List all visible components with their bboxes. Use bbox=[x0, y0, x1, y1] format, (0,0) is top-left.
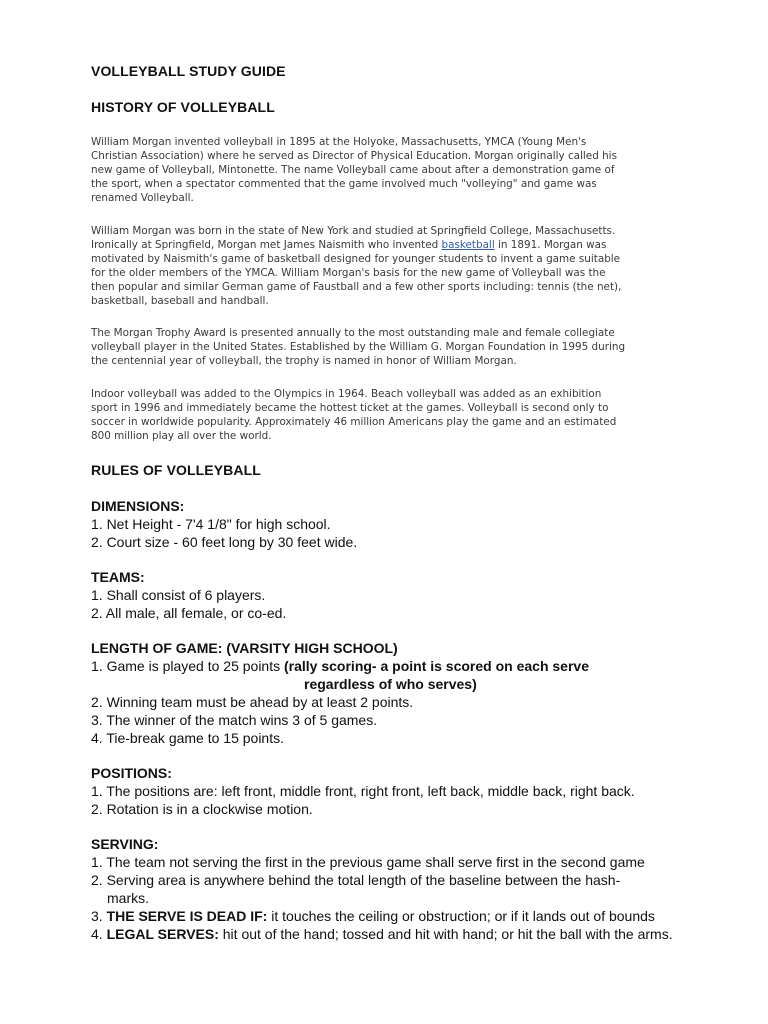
section-heading: LENGTH OF GAME: (VARSITY HIGH SCHOOL) bbox=[91, 640, 398, 656]
text-line: Christian Association) where he served as Director of Physical Education. Morgan originally called his bbox=[91, 150, 617, 163]
list-item: 1. Net Height - 7'4 1/8" for high school. bbox=[91, 516, 331, 532]
text-segment: Ironically at Springfield, Morgan met James Naismith who invented bbox=[91, 239, 442, 252]
history-paragraph-1 bbox=[91, 135, 691, 205]
text-line: for the older members of the YMCA. William Morgan's basis for the new game of Volleyball was the bbox=[91, 267, 606, 280]
text-line: 800 million play all over the world. bbox=[91, 430, 272, 443]
list-item bbox=[91, 907, 731, 925]
text-line: new game of Volleyball, Mintonette. The name Volleyball came about after a demonstration game of bbox=[91, 164, 615, 177]
dimensions-section bbox=[91, 497, 731, 551]
history-paragraph-2 bbox=[91, 224, 691, 309]
list-item bbox=[91, 925, 731, 943]
text-line: then popular and similar German game of Faustball and a few other sports including: tennis (the net), bbox=[91, 281, 622, 294]
item-number: 3. bbox=[91, 908, 107, 924]
section-heading: SERVING: bbox=[91, 836, 159, 852]
history-paragraph-4 bbox=[91, 387, 691, 443]
item-number: 4. bbox=[91, 926, 107, 942]
list-item: 2. Serving area is anywhere behind the total length of the baseline between the hash- bbox=[91, 872, 621, 888]
section-heading: DIMENSIONS: bbox=[91, 498, 185, 514]
serve-dead-label: THE SERVE IS DEAD IF: bbox=[106, 908, 268, 924]
list-item: 4. Tie-break game to 15 points. bbox=[91, 730, 284, 746]
list-item: 1. Shall consist of 6 players. bbox=[91, 587, 266, 603]
text-line: Indoor volleyball was added to the Olympics in 1964. Beach volleyball was added as an exhibition bbox=[91, 388, 602, 400]
list-item: 1. The team not serving the first in the previous game shall serve first in the second game bbox=[91, 854, 645, 870]
section-heading: POSITIONS: bbox=[91, 765, 172, 781]
text-line: William Morgan was born in the state of New York and studied at Springfield College, Massachusetts. bbox=[91, 225, 616, 237]
rally-scoring-note: (rally scoring- a point is scored on each serve bbox=[284, 658, 589, 674]
list-item bbox=[91, 657, 731, 675]
text-segment: 1. Game is played to 25 points bbox=[91, 658, 284, 674]
serving-section bbox=[91, 835, 731, 943]
text-segment: in 1891. Morgan was bbox=[494, 239, 607, 252]
section-heading: TEAMS: bbox=[91, 569, 145, 585]
text-line: soccer in worldwide popularity. Approximately 46 million Americans play the game and an estimated bbox=[91, 416, 617, 429]
list-item: 2. Winning team must be ahead by at least 2 points. bbox=[91, 694, 414, 710]
teams-section bbox=[91, 568, 731, 622]
rules-heading: RULES OF VOLLEYBALL bbox=[91, 462, 261, 478]
rally-scoring-note-cont: regardless of who serves) bbox=[304, 676, 477, 692]
list-item: 2. All male, all female, or co-ed. bbox=[91, 605, 287, 621]
text-line bbox=[91, 238, 691, 252]
text-line: the centennial year of volleyball, the trophy is named in honor of William Morgan. bbox=[91, 355, 517, 368]
text-segment: it touches the ceiling or obstruction; or if it lands out of bounds bbox=[267, 908, 655, 924]
document-title: VOLLEYBALL STUDY GUIDE bbox=[91, 63, 286, 79]
list-item: 1. The positions are: left front, middle front, right front, left back, middle back, right back. bbox=[91, 783, 635, 799]
list-item: 2. Rotation is in a clockwise motion. bbox=[91, 801, 313, 817]
legal-serves-label: LEGAL SERVES: bbox=[106, 926, 219, 942]
text-line: sport in 1996 and immediately became the hottest ticket at the games. Volleyball is second only to bbox=[91, 402, 609, 415]
text-line: renamed Volleyball. bbox=[91, 192, 194, 205]
list-item: 2. Court size - 60 feet long by 30 feet wide. bbox=[91, 534, 358, 550]
text-line: basketball, baseball and handball. bbox=[91, 295, 269, 308]
list-item: 3. The winner of the match wins 3 of 5 games. bbox=[91, 712, 378, 728]
history-paragraph-3 bbox=[91, 326, 691, 368]
text-line: William Morgan invented volleyball in 1895 at the Holyoke, Massachusetts, YMCA (Young Men's bbox=[91, 136, 587, 148]
basketball-link[interactable]: basketball bbox=[441, 239, 495, 252]
length-of-game-section bbox=[91, 639, 731, 747]
text-segment: hit out of the hand; tossed and hit with hand; or hit the ball with the arms. bbox=[218, 926, 673, 942]
history-heading: HISTORY OF VOLLEYBALL bbox=[91, 99, 275, 115]
text-line: volleyball player in the United States. Established by the William G. Morgan Foundation in 1995 during bbox=[91, 341, 626, 354]
list-item-cont: marks. bbox=[107, 890, 149, 906]
positions-section bbox=[91, 764, 731, 818]
text-line: motivated by Naismith's game of basketball designed for younger students to invent a game suitable bbox=[91, 253, 621, 266]
text-line: the sport, when a spectator commented that the game involved much "volleying" and game was bbox=[91, 178, 597, 191]
text-line: The Morgan Trophy Award is presented annually to the most outstanding male and female collegiate bbox=[91, 327, 615, 339]
